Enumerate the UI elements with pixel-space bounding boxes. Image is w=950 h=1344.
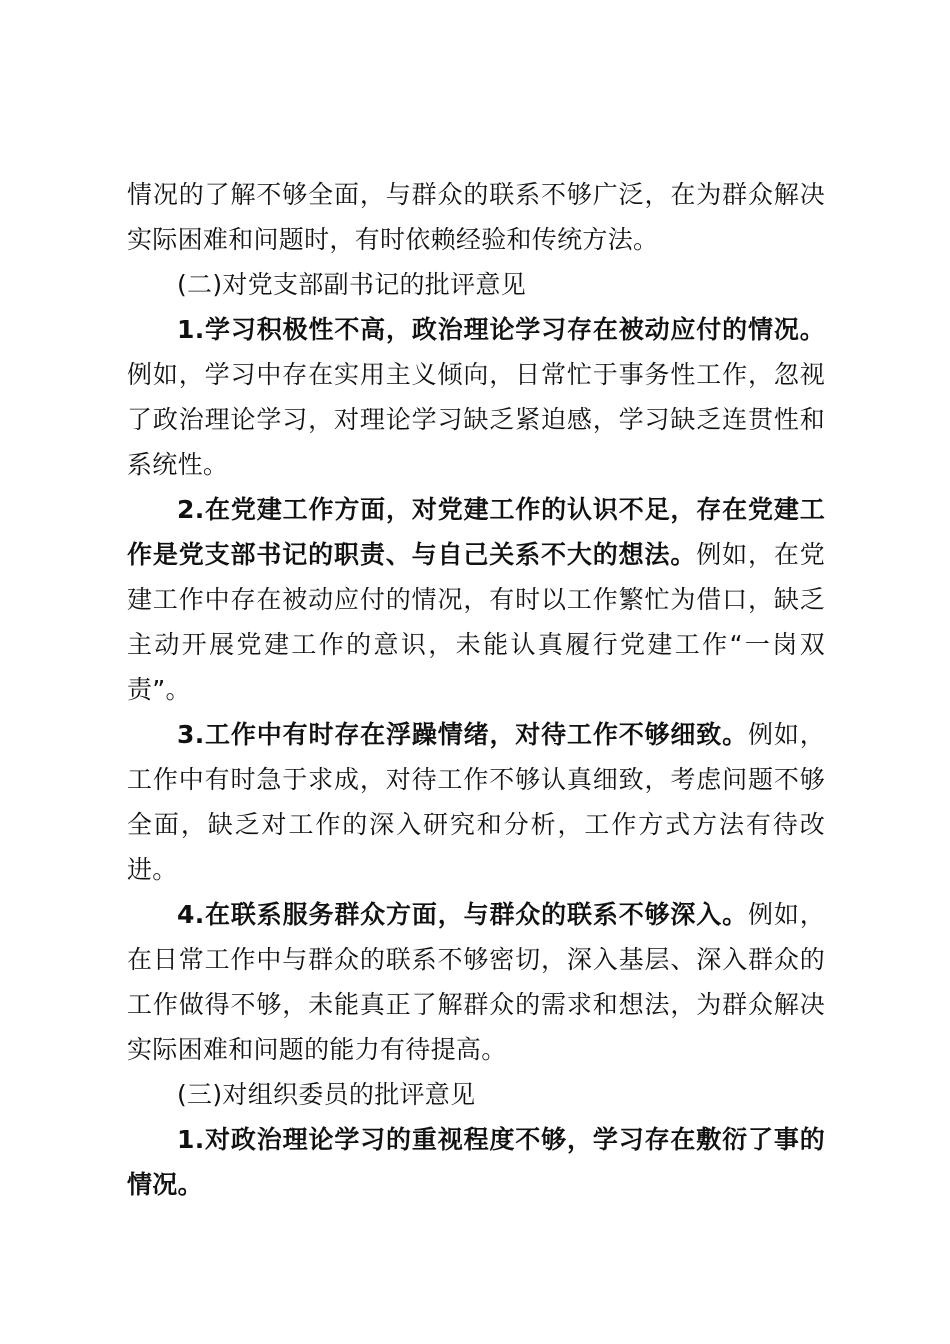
criticism-item-2 bbox=[127, 487, 825, 712]
item-bold-lead: 4.在联系服务群众方面，与群众的联系不够深入。 bbox=[177, 900, 748, 929]
item-bold-lead: 1.对政治理论学习的重视程度不够，学习存在敷衍了事的情况。 bbox=[127, 1125, 825, 1199]
item-text: 例如，在党建工作中存在被动应付的情况，有时以工作繁忙为借口，缺乏主动开展党建工作的意识，未能认真履行党建工作“一岗双责”。 bbox=[127, 540, 825, 704]
item-text: 例如，学习中存在实用主义倾向，日常忙于事务性工作，忽视了政治理论学习，对理论学习缺乏紧迫感，学习缺乏连贯性和系统性。 bbox=[127, 360, 825, 479]
item-bold-lead: 3.工作中有时存在浮躁情绪，对待工作不够细致。 bbox=[177, 720, 748, 749]
section-heading-text: (二)对党支部副书记的批评意见 bbox=[177, 270, 527, 299]
paragraph-continuation bbox=[127, 172, 825, 262]
criticism-item-3 bbox=[127, 712, 825, 892]
criticism-item-1 bbox=[127, 307, 825, 487]
document-body bbox=[127, 172, 825, 1207]
item-text: 例如，在日常工作中与群众的联系不够密切，深入基层、深入群众的工作做得不够，未能真正了解群众的需求和想法，为群众解决实际困难和问题的能力有待提高。 bbox=[127, 900, 825, 1064]
criticism-item-4 bbox=[127, 892, 825, 1072]
section-heading-3 bbox=[127, 1072, 825, 1117]
item-text: 例如，工作中有时急于求成，对待工作不够认真细致，考虑问题不够全面，缺乏对工作的深入研究和分析，工作方式方法有待改进。 bbox=[127, 720, 825, 884]
criticism-item-5 bbox=[127, 1117, 825, 1207]
section-heading-2 bbox=[127, 262, 825, 307]
item-bold-lead: 2.在党建工作方面，对党建工作的认识不足，存在党建工作是党支部书记的职责、与自己关系不大的想法。 bbox=[127, 495, 825, 569]
item-bold-lead: 1.学习积极性不高，政治理论学习存在被动应付的情况。 bbox=[177, 315, 825, 344]
section-heading-text: (三)对组织委员的批评意见 bbox=[177, 1080, 476, 1109]
paragraph-text: 情况的了解不够全面，与群众的联系不够广泛，在为群众解决实际困难和问题时，有时依赖经验和传统方法。 bbox=[127, 180, 825, 254]
